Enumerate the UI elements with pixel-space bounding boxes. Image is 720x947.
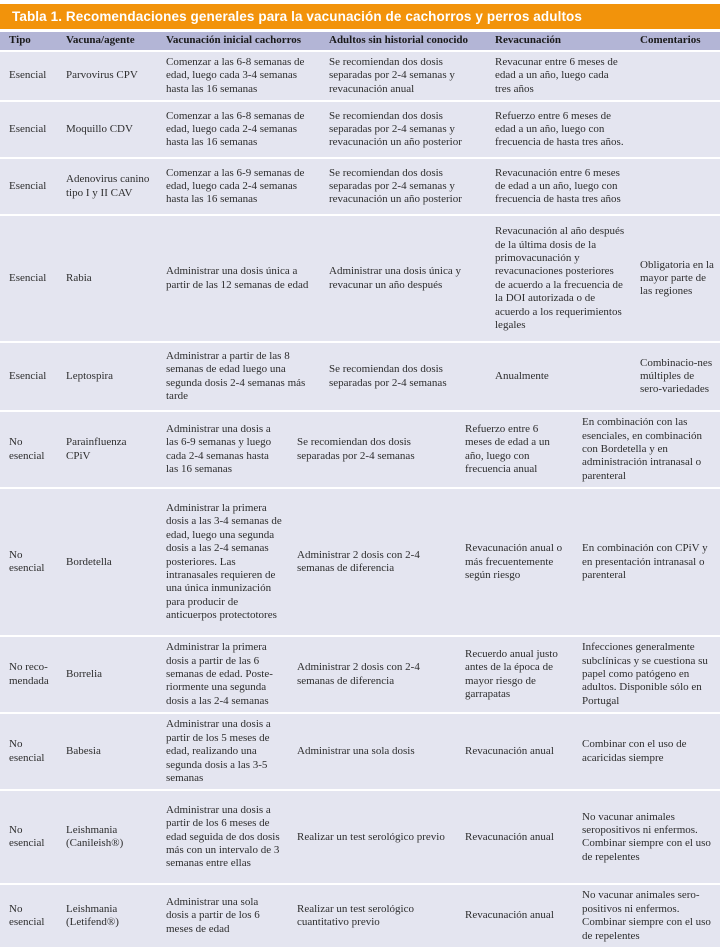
cell-tipo: No esencial — [9, 738, 45, 764]
cell-inicial: Comenzar a las 6-8 semanas de edad, luego cada 3-4 semanas hasta las 16 semanas — [166, 56, 305, 95]
cell-tipo: Esencial — [9, 272, 47, 285]
cell-comentarios: Obligatoria en la mayor parte de las regiones — [640, 258, 714, 298]
cell-vacuna: Parvovirus CPV — [66, 69, 138, 82]
cell-tipo: No reco-mendada — [9, 661, 49, 687]
table-row-borrelia — [0, 637, 720, 712]
table-row-leptospira — [0, 343, 720, 410]
cell-vacuna: Moquillo CDV — [66, 123, 133, 136]
cell-comentarios: Combinacio-nes múltiples de sero-variedades — [640, 356, 713, 396]
cell-tipo: No esencial — [9, 823, 45, 850]
cell-adultos: Administrar una sola dosis — [297, 745, 415, 758]
cell-tipo: No esencial — [9, 902, 45, 929]
cell-inicial: Administrar una dosis a partir de los 6 meses de edad seguida de dos dosis más con un intervalo de 3 semanas entre ellas — [166, 803, 280, 870]
cell-adultos: Se recomiendan dos dosis separadas por 2-4 semanas y revacunación anual — [329, 56, 455, 95]
cell-inicial: Administrar una sola dosis a partir de los 6 meses de edad — [166, 896, 260, 935]
cell-inicial: Administrar una dosis a partir de los 5 meses de edad, realizando una segunda dosis a las 3-5 semanas — [166, 718, 271, 784]
cell-comentarios: Combinar con el uso de acaricidas siempre — [582, 738, 687, 764]
cell-adultos: Administrar una dosis única y revacunar un año después — [329, 265, 461, 291]
cell-inicial: Administrar una dosis única a partir de las 12 semanas de edad — [166, 265, 309, 291]
cell-revacunacion: Refuerzo entre 6 meses de edad a un año, luego con frecuencia de hasta tres años. — [495, 109, 624, 149]
cell-comentarios: No vacunar animales sero-positivos ni enfermos. Combinar siempre con el uso de repelentes — [582, 889, 711, 942]
table-row-leishmania-canileish — [0, 791, 720, 883]
cell-comentarios: En combinación con las esenciales, en combinación con Bordetella y en administración intranasal o parenteral — [582, 416, 703, 482]
cell-comentarios — [631, 183, 720, 191]
cell-vacuna: Parainfluenza CPiV — [66, 436, 127, 462]
cell-adultos: Se recomiendan dos dosis separadas por 2-4 semanas y revacunación un año posterior — [329, 109, 462, 149]
cell-vacuna: Bordetella — [66, 555, 112, 568]
cell-revacunacion: Revacunación anual — [465, 745, 554, 758]
table-row-babesia — [0, 714, 720, 789]
cell-revacunacion: Revacunación anual — [465, 830, 554, 843]
cell-tipo: Esencial — [9, 69, 47, 82]
cell-tipo: No esencial — [9, 548, 45, 575]
cell-revacunacion: Revacunación al año después de la última dosis de la primovacunación y revacunaciones posteriores de acuerdo a la frecuencia de la DOI autorizada o de acuerdo a los requerimientos legales — [495, 225, 625, 331]
table-row-rabia — [0, 216, 720, 341]
table-header-row — [0, 32, 720, 50]
cell-adultos: Se recomiendan dos dosis separadas por 2-4 semanas — [297, 436, 415, 462]
cell-revacunacion: Anualmente — [495, 370, 549, 383]
cell-revacunacion: Refuerzo entre 6 meses de edad a un año, luego con frecuencia anual — [465, 422, 550, 476]
column-header-adultos: Adultos sin historial conocido — [329, 34, 469, 47]
column-header-comentarios: Comentarios — [640, 34, 701, 47]
cell-adultos: Se recomiendan dos dosis separadas por 2-4 semanas y revacunación un año posterior — [329, 166, 462, 206]
cell-vacuna: Babesia — [66, 745, 101, 758]
table-title: Tabla 1. Recomendaciones generales para la vacunación de cachorros y perros adultos — [12, 9, 583, 24]
column-header-vacuna: Vacuna/agente — [66, 34, 135, 47]
cell-inicial: Administrar la primera dosis a las 3-4 semanas de edad, luego una segunda dosis a las 2-4 semanas posteriores. Las intranasales requieren de una única inmunización para producir de anticuerpos protectotores — [166, 501, 282, 622]
table-title-bar — [0, 4, 720, 29]
cell-vacuna: Borrelia — [66, 668, 103, 681]
table-row-adenovirus — [0, 159, 720, 214]
cell-adultos: Administrar 2 dosis con 2-4 semanas de diferencia — [297, 661, 420, 687]
cell-revacunacion: Recuerdo anual justo antes de la época de mayor riesgo de garrapatas — [465, 647, 558, 701]
column-header-inicial: Vacunación inicial cachorros — [166, 34, 302, 47]
cell-comentarios — [631, 72, 720, 80]
column-header-tipo: Tipo — [9, 34, 31, 47]
cell-inicial: Comenzar a las 6-9 semanas de edad, luego cada 2-4 semanas hasta las 16 semanas — [166, 166, 305, 206]
cell-inicial: Administrar una dosis a las 6-9 semanas y luego cada 2-4 semanas hasta las 16 semanas — [166, 422, 272, 476]
cell-vacuna: Adenovirus canino tipo I y II CAV — [66, 173, 150, 199]
table-row-moquillo — [0, 102, 720, 157]
cell-adultos: Realizar un test serológico cuantitativo previo — [297, 902, 414, 929]
table-row-parvovirus — [0, 52, 720, 100]
cell-revacunacion: Revacunación anual — [465, 909, 554, 922]
table-row-leishmania-letifend — [0, 885, 720, 947]
cell-tipo: Esencial — [9, 370, 47, 383]
cell-comentarios: No vacunar animales seropositivos ni enfermos. Combinar siempre con el uso de repelentes — [582, 810, 711, 863]
cell-tipo: Esencial — [9, 123, 47, 136]
cell-adultos: Administrar 2 dosis con 2-4 semanas de diferencia — [297, 548, 420, 575]
vaccination-table — [0, 4, 720, 947]
cell-comentarios: En combinación con CPiV y en presentación intranasal o parenteral — [582, 542, 708, 581]
cell-tipo: No esencial — [9, 436, 45, 462]
cell-comentarios: Infecciones generalmente subclínicas y se cuestiona su papel como patógeno en adultos. Disponible sólo en Portugal — [582, 641, 708, 707]
cell-inicial: Administrar la primera dosis a partir de las 6 semanas de edad. Poste-riormente una segunda dosis a las 2-4 semanas — [166, 641, 273, 707]
cell-vacuna: Leptospira — [66, 370, 114, 383]
cell-revacunacion: Revacunación anual o más frecuentemente según riesgo — [465, 542, 563, 581]
cell-adultos: Se recomiendan dos dosis separadas por 2-4 semanas — [329, 363, 447, 389]
cell-adultos: Realizar un test serológico previo — [297, 830, 445, 843]
column-header-revacunacion: Revacunación — [495, 34, 561, 47]
cell-tipo: Esencial — [9, 180, 47, 193]
cell-vacuna: Rabia — [66, 272, 92, 285]
cell-comentarios — [631, 126, 720, 134]
cell-revacunacion: Revacunar entre 6 meses de edad a un año, luego cada tres años — [495, 56, 618, 95]
cell-inicial: Administrar a partir de las 8 semanas de edad luego una segunda dosis 2-4 semanas más tarde — [166, 349, 306, 403]
cell-revacunacion: Revacunación entre 6 meses de edad a un año, luego con frecuencia de hasta tres años — [495, 166, 621, 206]
table-row-parainfluenza — [0, 412, 720, 487]
cell-vacuna: Leishmania (Canileish®) — [66, 823, 124, 850]
table-row-bordetella — [0, 489, 720, 635]
cell-vacuna: Leishmania (Letifend®) — [66, 902, 119, 929]
cell-inicial: Comenzar a las 6-8 semanas de edad, luego cada 2-4 semanas hasta las 16 semanas — [166, 109, 305, 149]
